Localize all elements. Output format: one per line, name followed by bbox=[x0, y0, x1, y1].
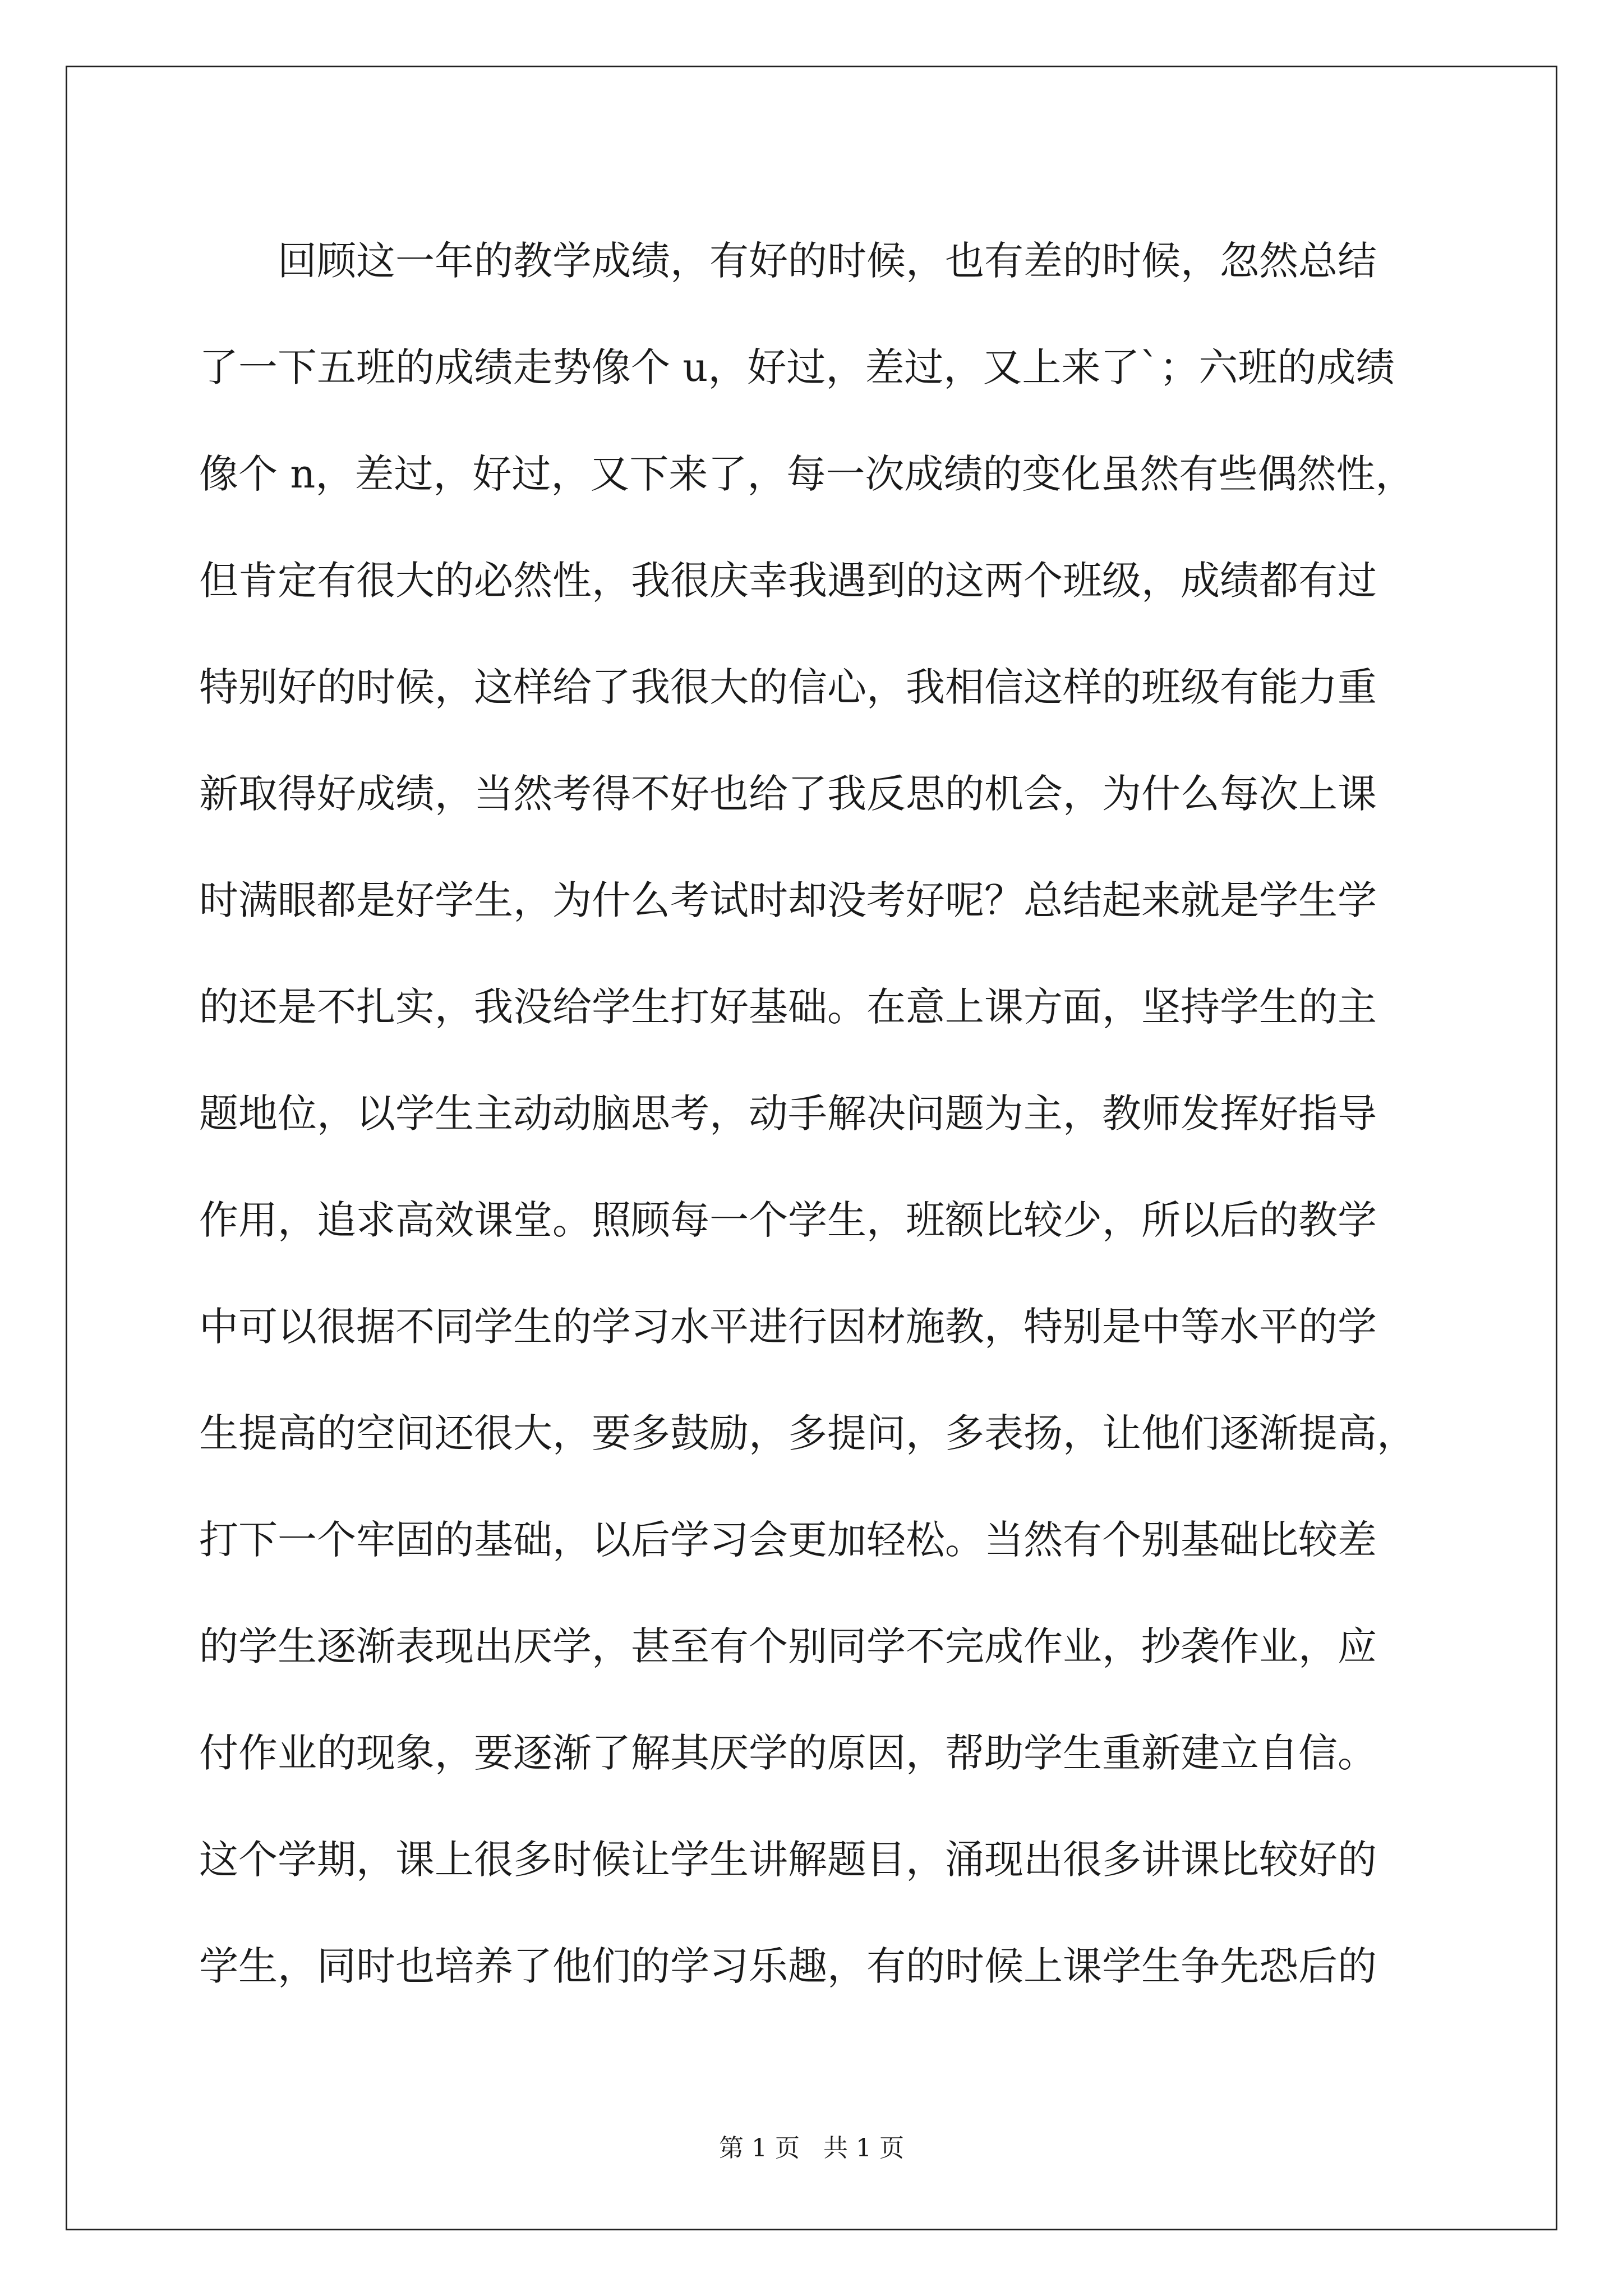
text-line: 了一下五班的成绩走势像个 u，好过，差过，又上来了`；六班的成绩 bbox=[199, 344, 1395, 390]
text-line: 打下一个牢固的基础，以后学习会更加轻松。当然有个别基础比较差 bbox=[199, 1517, 1377, 1563]
text-line: 题地位，以学生主动动脑思考，动手解决问题为主，教师发挥好指导 bbox=[199, 1091, 1377, 1137]
text-line: 回顾这一年的教学成绩，有好的时候，也有差的时候，忽然总结 bbox=[278, 238, 1377, 284]
text-line: 像个 n，差过，好过，又下来了，每一次成绩的变化虽然有些偶然性， bbox=[199, 451, 1415, 497]
text-line: 新取得好成绩，当然考得不好也给了我反思的机会，为什么每次上课 bbox=[199, 771, 1377, 817]
text-line: 的还是不扎实，我没给学生打好基础。在意上课方面，坚持学生的主 bbox=[199, 984, 1377, 1030]
text-line: 但肯定有很大的必然性，我很庆幸我遇到的这两个班级，成绩都有过 bbox=[199, 558, 1377, 604]
text-line: 中可以很据不同学生的学习水平进行因材施教，特别是中等水平的学 bbox=[199, 1304, 1377, 1350]
text-line: 作用，追求高效课堂。照顾每一个学生，班额比较少，所以后的教学 bbox=[199, 1197, 1377, 1243]
text-line: 付作业的现象，要逐渐了解其厌学的原因，帮助学生重新建立自信。 bbox=[199, 1730, 1377, 1776]
text-line: 的学生逐渐表现出厌学，甚至有个别同学不完成作业，抄袭作业，应 bbox=[199, 1623, 1377, 1669]
text-line: 时满眼都是好学生，为什么考试时却没考好呢？总结起来就是学生学 bbox=[199, 877, 1377, 923]
text-line: 学生，同时也培养了他们的学习乐趣，有的时候上课学生争先恐后的 bbox=[199, 1943, 1377, 1989]
text-line: 特别好的时候，这样给了我很大的信心，我相信这样的班级有能力重 bbox=[199, 664, 1377, 710]
text-line: 生提高的空间还很大，要多鼓励，多提问，多表扬，让他们逐渐提高， bbox=[199, 1410, 1416, 1456]
body-paragraph bbox=[199, 208, 1433, 2019]
page-number-footer: 第 1 页 共 1 页 bbox=[719, 2134, 904, 2162]
text-line: 这个学期，课上很多时候让学生讲解题目，涌现出很多讲课比较好的 bbox=[199, 1837, 1377, 1883]
